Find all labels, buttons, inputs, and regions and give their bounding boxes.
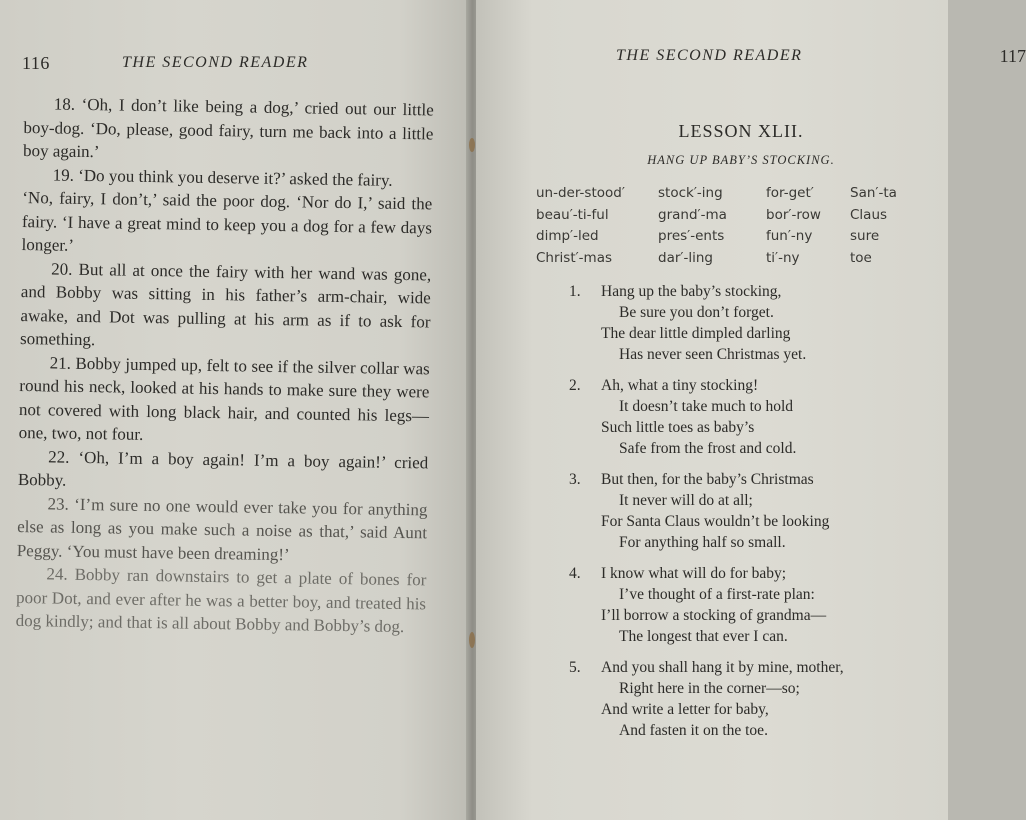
- vocab-word: stock′-ing: [658, 185, 723, 201]
- poem-stanza: [569, 657, 909, 741]
- vocab-word: Claus: [850, 206, 888, 223]
- left-header: [22, 53, 432, 77]
- lesson-title: LESSON XLII.: [678, 121, 804, 141]
- vocab-word: un-der-stood′: [536, 185, 625, 201]
- vocab-word: sure: [850, 228, 880, 244]
- poem-stanza: [569, 563, 909, 647]
- poem-stanza: [569, 375, 909, 459]
- poem-line: I’ll borrow a stocking of grandma—: [601, 607, 827, 624]
- vocab-word: ti′-ny: [766, 249, 800, 266]
- poem-line: Safe from the frost and cold.: [619, 440, 797, 457]
- poem-line: It doesn’t take much to hold: [619, 398, 794, 415]
- poem-line: For anything half so small.: [619, 534, 786, 551]
- paragraph: 24. Bobby ran downstairs to get a plate of bones for poor Dot, and ever after he was a better boy, and treated his dog kindly; and that is all about Bobby and Bobby’s dog.: [15, 564, 427, 637]
- poem-line: Such little toes as baby’s: [601, 419, 755, 436]
- poem-line: And fasten it on the toe.: [619, 722, 768, 739]
- poem-line: The dear little dimpled darling: [601, 325, 791, 342]
- left-running-head: THE SECOND READER: [122, 54, 309, 71]
- poem-stanza: [569, 281, 909, 365]
- right-page: [476, 0, 1026, 820]
- vocab-word: toe: [850, 249, 872, 266]
- vocab-word: grand′-ma: [658, 206, 727, 223]
- poem-line: I’ve thought of a first-rate plan:: [619, 586, 815, 603]
- poem-line: And write a letter for baby,: [601, 701, 769, 718]
- poem-line: I know what will do for baby;: [601, 565, 787, 582]
- paragraph: 22. ‘Oh, I’m a boy again! I’m a boy again!’ cried Bobby.: [17, 446, 429, 490]
- stanza-number: 2.: [569, 377, 581, 394]
- right-page-number: 117: [999, 46, 1026, 66]
- foxing-spot: [469, 632, 475, 648]
- vocab-word: San′-ta: [850, 185, 897, 201]
- vocab-word: dimp′-led: [536, 228, 599, 244]
- poem-line: Ah, what a tiny stocking!: [601, 377, 759, 394]
- vocab-word: Christ′-mas: [536, 249, 613, 266]
- vocab-word: dar′-ling: [658, 249, 713, 266]
- vocab-word: fun′-ny: [766, 228, 813, 244]
- poem-line: And you shall hang it by mine, mother,: [601, 659, 844, 676]
- stanza-number: 3.: [569, 471, 581, 488]
- right-header: [616, 46, 1026, 70]
- poem-stanza: [569, 469, 909, 553]
- left-page-number: 116: [22, 53, 50, 73]
- poem-line: Hang up the baby’s stocking,: [601, 283, 782, 300]
- poem: [569, 281, 909, 751]
- left-page-text: [16, 92, 434, 639]
- poem-line: Be sure you don’t forget.: [619, 304, 774, 321]
- stanza-number: 4.: [569, 565, 581, 582]
- right-running-head: THE SECOND READER: [616, 47, 803, 64]
- left-page: [0, 0, 470, 820]
- vocab-column: [536, 183, 625, 269]
- paragraph: 18. ‘Oh, I don’t like being a dog,’ cried out our little boy-dog. ‘Do, please, good fairy, turn me back into a little boy again.’: [22, 94, 434, 162]
- vocab-word: pres′-ents: [658, 228, 725, 244]
- vocab-column: [766, 183, 821, 269]
- vocab-word: bor′-row: [766, 206, 821, 223]
- poem-line: Has never seen Christmas yet.: [619, 346, 807, 363]
- stanza-number: 5.: [569, 659, 581, 676]
- vocab-column: [658, 183, 727, 269]
- paragraph: 23. ‘I’m sure no one would ever take you for anything else as long as you make such a noise as that,’ said Aunt Peggy. ‘You must have been dreaming!’: [16, 493, 428, 564]
- paragraph: 21. Bobby jumped up, felt to see if the silver collar was round his neck, looked at his hands to make sure they were not covered with long black hair, and counted his legs—one, two, not four.: [18, 352, 430, 444]
- poem-line: But then, for the baby’s Christmas: [601, 471, 814, 488]
- poem-line: Right here in the corner—so;: [619, 680, 800, 697]
- paragraph: 20. But all at once the fairy with her wand was gone, and Bobby was sitting in his father’s arm-chair, wide awake, and Dot was pulling at his arm as if to ask for something.: [19, 258, 432, 350]
- poem-line: For Santa Claus wouldn’t be looking: [601, 513, 830, 530]
- stanza-number: 1.: [569, 283, 581, 300]
- paragraph: ‘No, fairy, I don’t,’ said the poor dog. ‘Nor do I,’ said the fairy. ‘I have a great mind to keep you a dog for a few days longer.’: [21, 187, 433, 255]
- poem-line: The longest that ever I can.: [619, 628, 788, 645]
- poem-line: It never will do at all;: [619, 492, 753, 509]
- vocab-column: [850, 183, 897, 269]
- vocab-word: for-get′: [766, 185, 814, 201]
- lesson-subtitle: HANG UP BABY’S STOCKING.: [647, 153, 835, 167]
- vocab-word: beau′-ti-ful: [536, 206, 609, 223]
- foxing-spot: [469, 138, 475, 152]
- paragraph: 19. ‘Do you think you deserve it?’ asked the fairy.: [52, 164, 393, 190]
